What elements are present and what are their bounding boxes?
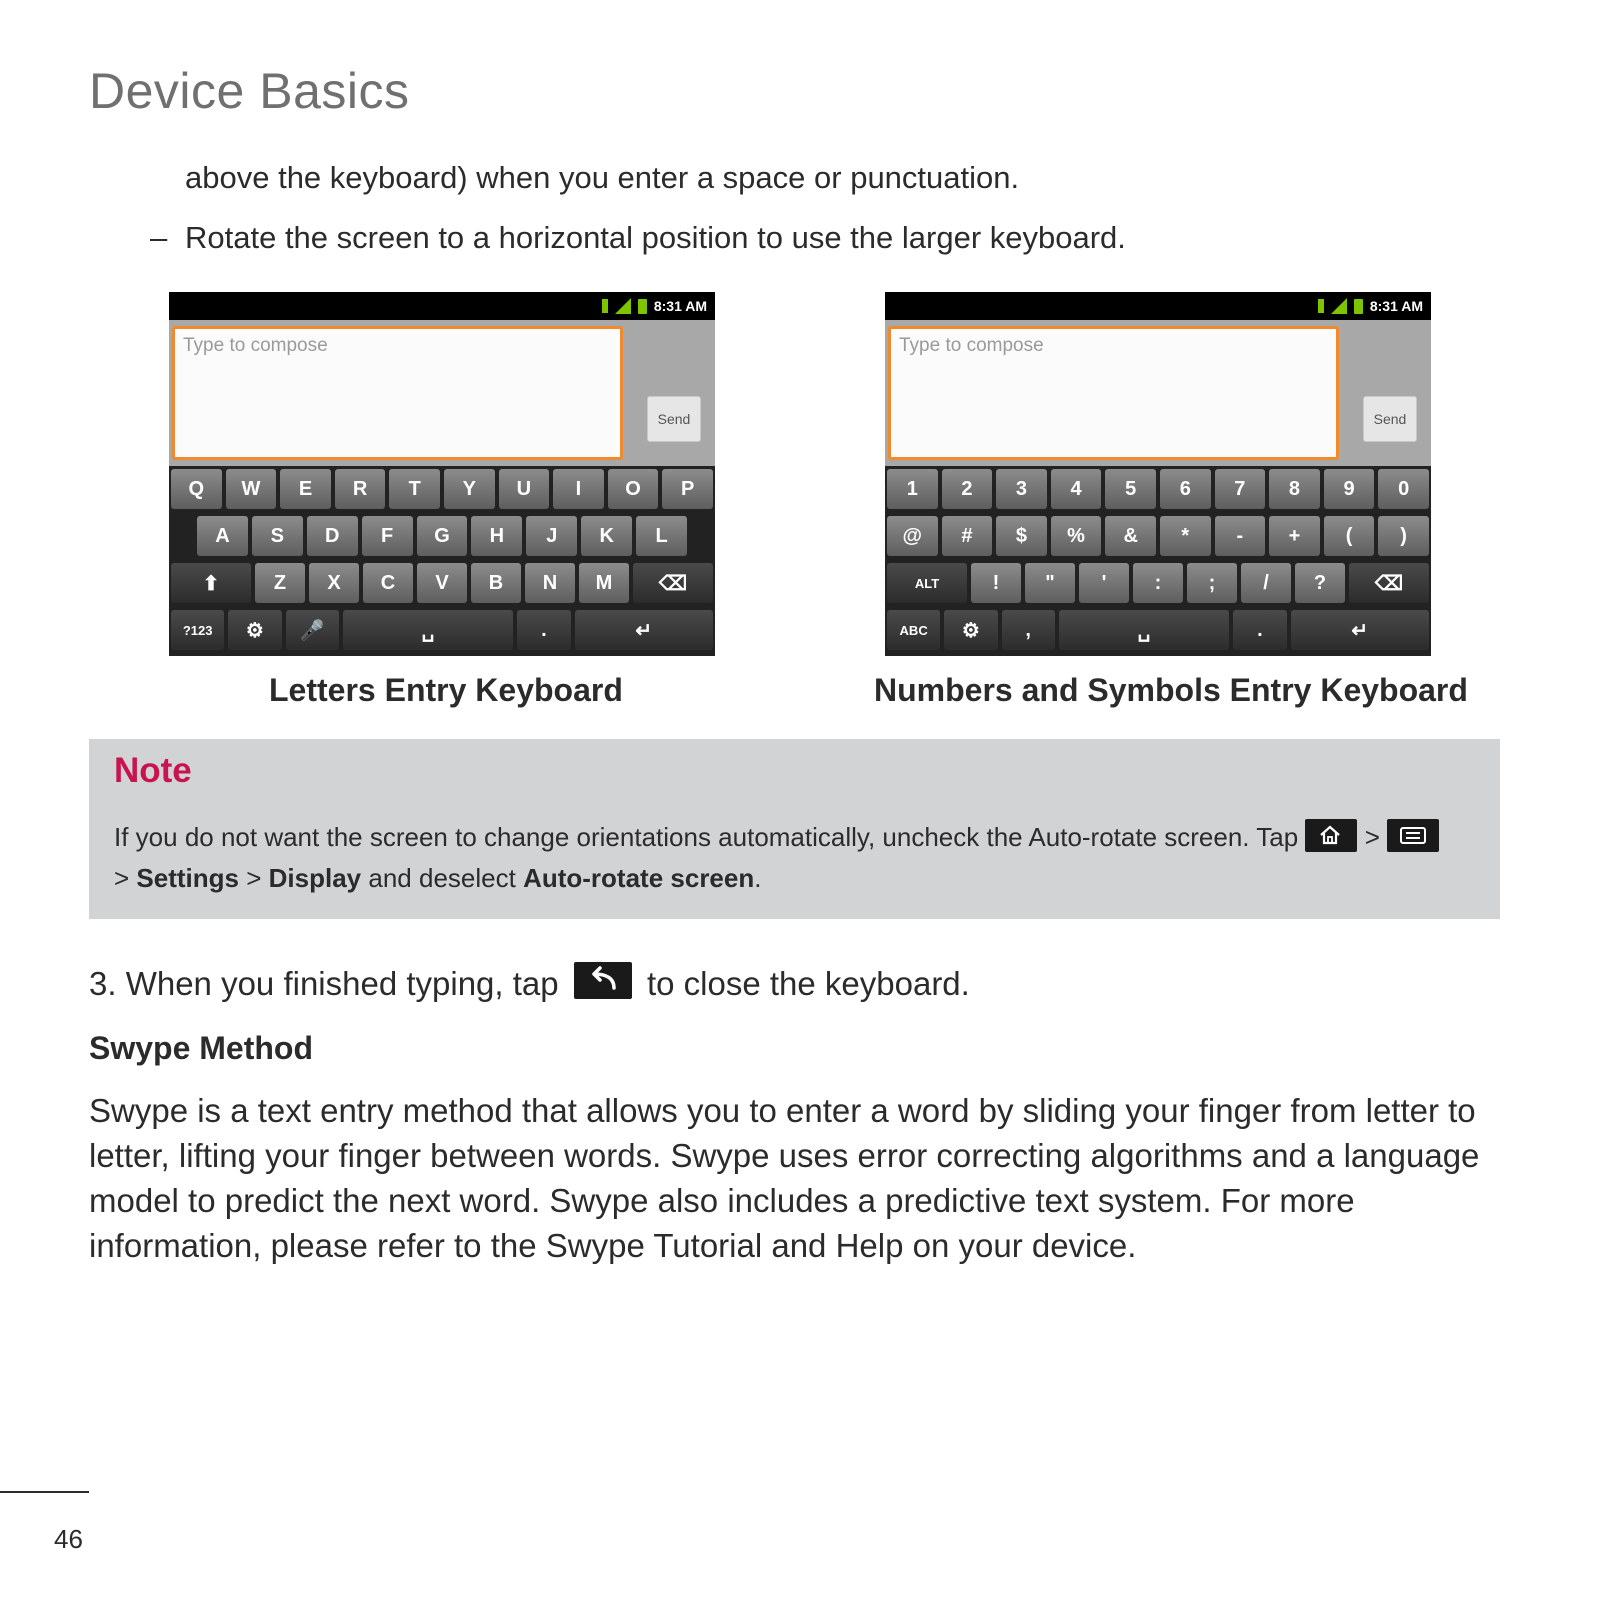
status-bar — [885, 292, 1431, 320]
key-close-paren[interactable]: ) — [1378, 516, 1429, 556]
note-title: Note — [114, 751, 192, 790]
battery-icon — [1354, 299, 1363, 314]
clock: 8:31 AM — [653, 298, 707, 314]
key-h[interactable]: H — [471, 516, 522, 556]
send-button[interactable]: Send — [1363, 396, 1417, 442]
page-number: 46 — [54, 1524, 83, 1554]
keyboard-row — [171, 516, 713, 556]
symbols-keyboard-screenshot — [885, 292, 1431, 656]
key-z[interactable]: Z — [255, 563, 305, 603]
key-j[interactable]: J — [526, 516, 577, 556]
compose-input[interactable] — [172, 326, 623, 460]
shift-key-icon[interactable]: ⬆ — [171, 563, 251, 603]
settings-key-icon[interactable]: ⚙ — [228, 610, 281, 650]
key-s[interactable]: S — [252, 516, 303, 556]
send-button[interactable]: Send — [647, 396, 701, 442]
symbols-keyboard — [885, 466, 1431, 656]
key-m[interactable]: M — [579, 563, 629, 603]
data-icon — [1318, 299, 1324, 313]
key-asterisk[interactable]: * — [1160, 516, 1211, 556]
battery-icon — [638, 299, 647, 314]
key-ampersand[interactable]: & — [1105, 516, 1156, 556]
key-k[interactable]: K — [581, 516, 632, 556]
key-single-quote[interactable]: ' — [1079, 563, 1129, 603]
key-x[interactable]: X — [309, 563, 359, 603]
key-percent[interactable]: % — [1051, 516, 1102, 556]
swype-paragraph: Swype is a text entry method that allows you to enter a word by sliding your finger from letter to letter, lifting your finger between words. Swype uses error correcting algorithms and a language model to predict the next word. Swype also includes a predictive text system. For more information, please refer to the Swype Tutorial and Help on your device. — [89, 1092, 1480, 1264]
display-label: Display — [268, 863, 362, 893]
signal-icon — [615, 298, 631, 314]
separator: > — [114, 863, 130, 893]
key-i[interactable]: I — [553, 469, 604, 509]
key-slash[interactable]: / — [1241, 563, 1291, 603]
footer-divider — [0, 1491, 89, 1493]
keyboard-row — [171, 563, 713, 603]
key-n[interactable]: N — [525, 563, 575, 603]
comma-key[interactable]: , — [1002, 610, 1055, 650]
keyboard-row — [171, 610, 713, 650]
status-bar — [169, 292, 715, 320]
key-3[interactable]: 3 — [996, 469, 1047, 509]
key-e[interactable]: E — [280, 469, 331, 509]
key-t[interactable]: T — [389, 469, 440, 509]
data-icon — [602, 299, 608, 313]
symbols-keyboard-caption: Numbers and Symbols Entry Keyboard — [874, 672, 1468, 708]
clock: 8:31 AM — [1369, 298, 1423, 314]
back-icon — [574, 962, 632, 999]
note-period: . — [754, 863, 762, 893]
key-open-paren[interactable]: ( — [1324, 516, 1375, 556]
key-v[interactable]: V — [417, 563, 467, 603]
bullet-dash: – — [150, 220, 168, 255]
key-exclamation[interactable]: ! — [971, 563, 1021, 603]
keyboard-row — [887, 563, 1429, 603]
auto-rotate-label: Auto-rotate screen — [523, 863, 755, 893]
menu-icon — [1387, 819, 1439, 852]
key-o[interactable]: O — [608, 469, 659, 509]
letters-keyboard-screenshot — [169, 292, 715, 656]
compose-input[interactable] — [888, 326, 1339, 460]
separator: > — [1364, 822, 1380, 852]
settings-label: Settings — [136, 863, 239, 893]
separator: > — [246, 863, 262, 893]
key-d[interactable]: D — [307, 516, 358, 556]
key-a[interactable]: A — [197, 516, 248, 556]
symbols-key[interactable]: ?123 — [171, 610, 224, 650]
step-3-text: 3. When you finished typing, tap — [89, 965, 559, 1002]
key-minus[interactable]: - — [1215, 516, 1266, 556]
note-text-intro: If you do not want the screen to change orientations automatically, uncheck the Auto-rotate screen. Tap — [114, 822, 1299, 852]
key-w[interactable]: W — [226, 469, 277, 509]
intro-bullet-text: Rotate the screen to a horizontal position to use the larger keyboard. — [185, 220, 1126, 255]
period-key[interactable]: . — [1233, 610, 1286, 650]
keyboard-row — [171, 469, 713, 509]
signal-icon — [1331, 298, 1347, 314]
key-colon[interactable]: : — [1133, 563, 1183, 603]
key-question[interactable]: ? — [1295, 563, 1345, 603]
period-key[interactable]: . — [517, 610, 570, 650]
key-0[interactable]: 0 — [1378, 469, 1429, 509]
keyboard-row — [887, 516, 1429, 556]
alt-key[interactable]: ALT — [887, 563, 967, 603]
microphone-key-icon[interactable]: 🎤 — [286, 610, 339, 650]
note-text — [114, 817, 1484, 899]
key-g[interactable]: G — [417, 516, 468, 556]
key-6[interactable]: 6 — [1160, 469, 1211, 509]
key-hash[interactable]: # — [942, 516, 993, 556]
intro-line: above the keyboard) when you enter a space or punctuation. — [185, 160, 1020, 195]
key-8[interactable]: 8 — [1269, 469, 1320, 509]
key-1[interactable]: 1 — [887, 469, 938, 509]
intro-bullet — [150, 220, 1126, 256]
section-heading: Swype Method — [89, 1030, 314, 1066]
delete-key-icon[interactable]: ⌫ — [1349, 563, 1429, 603]
key-7[interactable]: 7 — [1215, 469, 1266, 509]
page-title: Device Basics — [89, 63, 410, 119]
key-plus[interactable]: + — [1269, 516, 1320, 556]
key-4[interactable]: 4 — [1051, 469, 1102, 509]
home-icon — [1305, 819, 1357, 852]
letters-key[interactable]: ABC — [887, 610, 940, 650]
delete-key-icon[interactable]: ⌫ — [633, 563, 713, 603]
key-u[interactable]: U — [499, 469, 550, 509]
key-dollar[interactable]: $ — [996, 516, 1047, 556]
key-p[interactable]: P — [662, 469, 713, 509]
key-r[interactable]: R — [335, 469, 386, 509]
key-2[interactable]: 2 — [942, 469, 993, 509]
letters-keyboard-caption: Letters Entry Keyboard — [269, 672, 623, 708]
key-double-quote[interactable]: " — [1025, 563, 1075, 603]
key-c[interactable]: C — [363, 563, 413, 603]
keyboard-row — [887, 469, 1429, 509]
enter-key-icon[interactable]: ↵ — [575, 610, 713, 650]
key-q[interactable]: Q — [171, 469, 222, 509]
step-3-text-end: to close the keyboard. — [646, 965, 970, 1002]
space-key[interactable]: ␣ — [343, 610, 513, 650]
key-5[interactable]: 5 — [1105, 469, 1156, 509]
settings-key-icon[interactable]: ⚙ — [944, 610, 997, 650]
key-l[interactable]: L — [636, 516, 687, 556]
keyboard-row — [887, 610, 1429, 650]
key-y[interactable]: Y — [444, 469, 495, 509]
note-box — [89, 739, 1500, 919]
space-key[interactable]: ␣ — [1059, 610, 1229, 650]
key-f[interactable]: F — [362, 516, 413, 556]
key-9[interactable]: 9 — [1324, 469, 1375, 509]
enter-key-icon[interactable]: ↵ — [1291, 610, 1429, 650]
key-semicolon[interactable]: ; — [1187, 563, 1237, 603]
compose-placeholder: Type to compose — [899, 335, 1044, 356]
letters-keyboard — [169, 466, 715, 656]
compose-placeholder: Type to compose — [183, 335, 328, 356]
key-at[interactable]: @ — [887, 516, 938, 556]
step-3 — [89, 962, 970, 1003]
key-b[interactable]: B — [471, 563, 521, 603]
note-connector: and deselect — [368, 863, 516, 893]
